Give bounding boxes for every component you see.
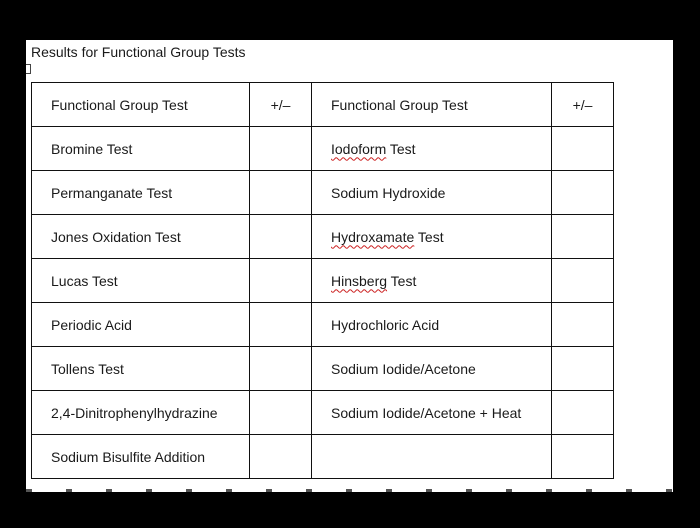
test-name-cell[interactable]: Bromine Test [32,127,250,171]
text-cursor-marker [26,64,31,74]
result-cell[interactable] [250,435,312,479]
test-name-cell[interactable]: Periodic Acid [32,303,250,347]
test-name-cell[interactable]: Sodium Iodide/Acetone [312,347,552,391]
header-result-2[interactable]: +/– [552,83,614,127]
spellcheck-flagged-word: Hinsberg [331,272,388,289]
document-page [26,40,673,492]
test-name-cell[interactable] [312,215,552,259]
test-name-cell[interactable] [312,435,552,479]
table-row [32,127,614,171]
test-name-cell[interactable]: Jones Oxidation Test [32,215,250,259]
test-name-cell[interactable]: Sodium Hydroxide [312,171,552,215]
test-name-cell[interactable] [312,259,552,303]
test-name-cell[interactable]: Tollens Test [32,347,250,391]
table-row [32,303,614,347]
results-table [31,82,614,479]
result-cell[interactable] [552,127,614,171]
result-cell[interactable] [552,171,614,215]
test-name-rest: Test [386,140,416,157]
table-header-row [32,83,614,127]
result-cell[interactable] [250,259,312,303]
table-row [32,391,614,435]
test-name-cell[interactable]: Hydrochloric Acid [312,303,552,347]
test-name-cell[interactable]: Lucas Test [32,259,250,303]
table-row [32,259,614,303]
table-row [32,347,614,391]
result-cell[interactable] [552,215,614,259]
header-functional-group-test-2[interactable]: Functional Group Test [312,83,552,127]
test-name-cell[interactable]: 2,4-Dinitrophenylhydrazine [32,391,250,435]
result-cell[interactable] [552,347,614,391]
spellcheck-flagged-word: Iodoform [331,140,387,157]
result-cell[interactable] [552,391,614,435]
spellcheck-flagged-word: Hydroxamate [331,228,415,245]
test-name-cell[interactable]: Sodium Bisulfite Addition [32,435,250,479]
result-cell[interactable] [250,391,312,435]
clipped-text-line [26,489,673,492]
test-name-cell[interactable]: Sodium Iodide/Acetone + Heat [312,391,552,435]
result-cell[interactable] [250,127,312,171]
test-name-cell[interactable] [312,127,552,171]
document-title: Results for Functional Group Tests [31,44,246,60]
table-row [32,171,614,215]
result-cell[interactable] [250,347,312,391]
result-cell[interactable] [552,435,614,479]
result-cell[interactable] [552,303,614,347]
result-cell[interactable] [250,215,312,259]
table-row [32,215,614,259]
result-cell[interactable] [250,303,312,347]
test-name-cell[interactable]: Permanganate Test [32,171,250,215]
header-functional-group-test-1[interactable]: Functional Group Test [32,83,250,127]
result-cell[interactable] [250,171,312,215]
test-name-rest: Test [414,228,444,245]
test-name-rest: Test [387,272,417,289]
table-row [32,435,614,479]
header-result-1[interactable]: +/– [250,83,312,127]
result-cell[interactable] [552,259,614,303]
